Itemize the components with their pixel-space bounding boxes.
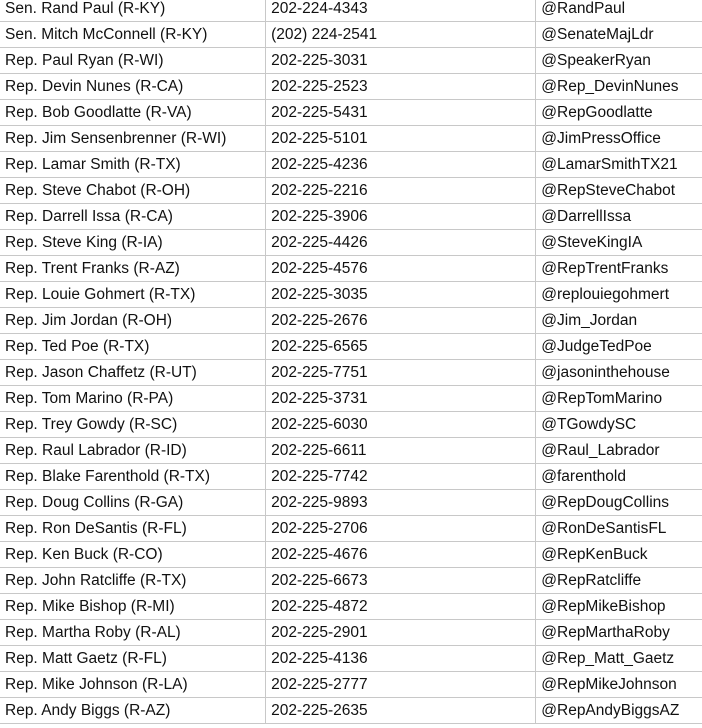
table-row bbox=[0, 438, 702, 464]
phone-cell[interactable]: 202-225-2706 bbox=[266, 516, 536, 542]
table-row bbox=[0, 178, 702, 204]
handle-cell[interactable]: @RonDeSantisFL bbox=[536, 516, 702, 542]
name-cell[interactable]: Rep. Jim Sensenbrenner (R-WI) bbox=[0, 126, 266, 152]
name-cell[interactable]: Rep. Ron DeSantis (R-FL) bbox=[0, 516, 266, 542]
table-row bbox=[0, 48, 702, 74]
name-cell[interactable]: Rep. Jason Chaffetz (R-UT) bbox=[0, 360, 266, 386]
name-cell[interactable]: Rep. Mike Johnson (R-LA) bbox=[0, 672, 266, 698]
table-row bbox=[0, 126, 702, 152]
name-cell[interactable]: Rep. Blake Farenthold (R-TX) bbox=[0, 464, 266, 490]
name-cell[interactable]: Rep. Jim Jordan (R-OH) bbox=[0, 308, 266, 334]
handle-cell[interactable]: @RepTomMarino bbox=[536, 386, 702, 412]
phone-cell[interactable]: 202-225-3906 bbox=[266, 204, 536, 230]
handle-cell[interactable]: @TGowdySC bbox=[536, 412, 702, 438]
table-row bbox=[0, 334, 702, 360]
handle-cell[interactable]: @RandPaul bbox=[536, 0, 702, 22]
phone-cell[interactable]: 202-225-4426 bbox=[266, 230, 536, 256]
phone-cell[interactable]: 202-225-6673 bbox=[266, 568, 536, 594]
name-cell[interactable]: Rep. Raul Labrador (R-ID) bbox=[0, 438, 266, 464]
name-cell[interactable]: Rep. Mike Bishop (R-MI) bbox=[0, 594, 266, 620]
phone-cell[interactable]: 202-225-4136 bbox=[266, 646, 536, 672]
phone-cell[interactable]: 202-225-2216 bbox=[266, 178, 536, 204]
phone-cell[interactable]: 202-225-5101 bbox=[266, 126, 536, 152]
table-row bbox=[0, 516, 702, 542]
table-row bbox=[0, 464, 702, 490]
name-cell[interactable]: Rep. Tom Marino (R-PA) bbox=[0, 386, 266, 412]
name-cell[interactable]: Rep. Trey Gowdy (R-SC) bbox=[0, 412, 266, 438]
handle-cell[interactable]: @RepDougCollins bbox=[536, 490, 702, 516]
table-row bbox=[0, 646, 702, 672]
table-row bbox=[0, 620, 702, 646]
handle-cell[interactable]: @RepMikeJohnson bbox=[536, 672, 702, 698]
name-cell[interactable]: Rep. Doug Collins (R-GA) bbox=[0, 490, 266, 516]
name-cell[interactable]: Rep. John Ratcliffe (R-TX) bbox=[0, 568, 266, 594]
handle-cell[interactable]: @RepRatcliffe bbox=[536, 568, 702, 594]
phone-cell[interactable]: 202-225-3031 bbox=[266, 48, 536, 74]
name-cell[interactable]: Sen. Mitch McConnell (R-KY) bbox=[0, 22, 266, 48]
name-cell[interactable]: Rep. Bob Goodlatte (R-VA) bbox=[0, 100, 266, 126]
table-row bbox=[0, 672, 702, 698]
handle-cell[interactable]: @JudgeTedPoe bbox=[536, 334, 702, 360]
phone-cell[interactable]: 202-225-6030 bbox=[266, 412, 536, 438]
name-cell[interactable]: Rep. Trent Franks (R-AZ) bbox=[0, 256, 266, 282]
handle-cell[interactable]: @Rep_Matt_Gaetz bbox=[536, 646, 702, 672]
handle-cell[interactable]: @DarrellIssa bbox=[536, 204, 702, 230]
handle-cell[interactable]: @SteveKingIA bbox=[536, 230, 702, 256]
name-cell[interactable]: Rep. Steve Chabot (R-OH) bbox=[0, 178, 266, 204]
name-cell[interactable]: Rep. Steve King (R-IA) bbox=[0, 230, 266, 256]
phone-cell[interactable]: 202-225-2777 bbox=[266, 672, 536, 698]
name-cell[interactable]: Rep. Louie Gohmert (R-TX) bbox=[0, 282, 266, 308]
phone-cell[interactable]: 202-225-4576 bbox=[266, 256, 536, 282]
table-row bbox=[0, 308, 702, 334]
phone-cell[interactable]: 202-225-2676 bbox=[266, 308, 536, 334]
table-row bbox=[0, 74, 702, 100]
phone-cell[interactable]: (202) 224-2541 bbox=[266, 22, 536, 48]
handle-cell[interactable]: @Jim_Jordan bbox=[536, 308, 702, 334]
table-row bbox=[0, 152, 702, 178]
phone-cell[interactable]: 202-225-3035 bbox=[266, 282, 536, 308]
table-row bbox=[0, 542, 702, 568]
handle-cell[interactable]: @RepTrentFranks bbox=[536, 256, 702, 282]
phone-cell[interactable]: 202-225-3731 bbox=[266, 386, 536, 412]
table-row bbox=[0, 698, 702, 724]
phone-cell[interactable]: 202-225-2901 bbox=[266, 620, 536, 646]
name-cell[interactable]: Rep. Darrell Issa (R-CA) bbox=[0, 204, 266, 230]
phone-cell[interactable]: 202-225-9893 bbox=[266, 490, 536, 516]
handle-cell[interactable]: @RepSteveChabot bbox=[536, 178, 702, 204]
handle-cell[interactable]: @SpeakerRyan bbox=[536, 48, 702, 74]
handle-cell[interactable]: @jasoninthehouse bbox=[536, 360, 702, 386]
phone-cell[interactable]: 202-225-4676 bbox=[266, 542, 536, 568]
table-row bbox=[0, 204, 702, 230]
phone-cell[interactable]: 202-225-7751 bbox=[266, 360, 536, 386]
handle-cell[interactable]: @RepKenBuck bbox=[536, 542, 702, 568]
table-row bbox=[0, 360, 702, 386]
name-cell[interactable]: Rep. Devin Nunes (R-CA) bbox=[0, 74, 266, 100]
handle-cell[interactable]: @LamarSmithTX21 bbox=[536, 152, 702, 178]
phone-cell[interactable]: 202-225-6565 bbox=[266, 334, 536, 360]
table-row bbox=[0, 490, 702, 516]
phone-cell[interactable]: 202-225-7742 bbox=[266, 464, 536, 490]
handle-cell[interactable]: @Rep_DevinNunes bbox=[536, 74, 702, 100]
phone-cell[interactable]: 202-225-4236 bbox=[266, 152, 536, 178]
handle-cell[interactable]: @RepMarthaRoby bbox=[536, 620, 702, 646]
name-cell[interactable]: Rep. Paul Ryan (R-WI) bbox=[0, 48, 266, 74]
table-row bbox=[0, 256, 702, 282]
table-row bbox=[0, 230, 702, 256]
name-cell[interactable]: Rep. Ken Buck (R-CO) bbox=[0, 542, 266, 568]
handle-cell[interactable]: @JimPressOffice bbox=[536, 126, 702, 152]
name-cell[interactable]: Rep. Ted Poe (R-TX) bbox=[0, 334, 266, 360]
name-cell[interactable]: Rep. Lamar Smith (R-TX) bbox=[0, 152, 266, 178]
table-row bbox=[0, 594, 702, 620]
table-row bbox=[0, 0, 702, 22]
handle-cell[interactable]: @RepMikeBishop bbox=[536, 594, 702, 620]
phone-cell[interactable]: 202-225-2635 bbox=[266, 698, 536, 724]
phone-cell[interactable]: 202-225-5431 bbox=[266, 100, 536, 126]
handle-cell[interactable]: @Raul_Labrador bbox=[536, 438, 702, 464]
table-row bbox=[0, 100, 702, 126]
handle-cell[interactable]: @RepGoodlatte bbox=[536, 100, 702, 126]
name-cell[interactable]: Rep. Martha Roby (R-AL) bbox=[0, 620, 266, 646]
table-row bbox=[0, 568, 702, 594]
name-cell[interactable]: Rep. Matt Gaetz (R-FL) bbox=[0, 646, 266, 672]
name-cell[interactable]: Sen. Rand Paul (R-KY) bbox=[0, 0, 266, 22]
handle-cell[interactable]: @farenthold bbox=[536, 464, 702, 490]
phone-cell[interactable]: 202-225-2523 bbox=[266, 74, 536, 100]
name-cell[interactable]: Rep. Andy Biggs (R-AZ) bbox=[0, 698, 266, 724]
handle-cell[interactable]: @SenateMajLdr bbox=[536, 22, 702, 48]
table-row bbox=[0, 22, 702, 48]
table-row bbox=[0, 282, 702, 308]
phone-cell[interactable]: 202-224-4343 bbox=[266, 0, 536, 22]
table-row bbox=[0, 386, 702, 412]
phone-cell[interactable]: 202-225-4872 bbox=[266, 594, 536, 620]
handle-cell[interactable]: @replouiegohmert bbox=[536, 282, 702, 308]
table-row bbox=[0, 412, 702, 438]
handle-cell[interactable]: @RepAndyBiggsAZ bbox=[536, 698, 702, 724]
phone-cell[interactable]: 202-225-6611 bbox=[266, 438, 536, 464]
